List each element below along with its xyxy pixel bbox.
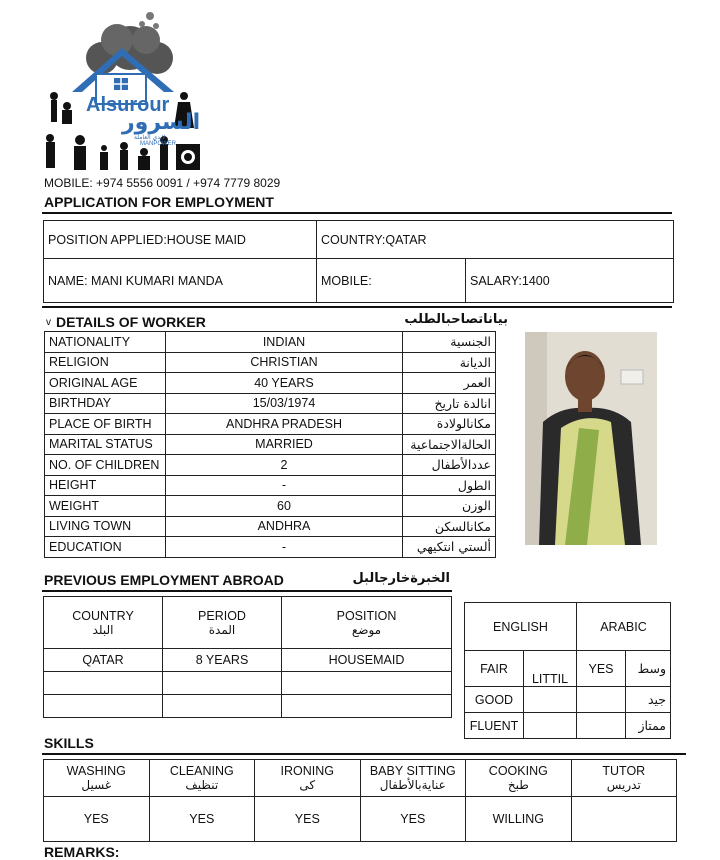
detail-label: BIRTHDAY [45,393,166,414]
skill-value: YES [149,797,255,842]
details-row [45,332,496,353]
lang-fair-label: FAIR [465,651,524,687]
previous-header-ar: البلد [92,622,114,637]
detail-label: HEIGHT [45,475,166,496]
remarks-label: REMARKS: [44,844,120,860]
previous-underline [42,590,452,592]
previous-employment-title-arabic: الخبرةخارجالبل [352,571,450,586]
details-row [45,352,496,373]
detail-value: 60 [166,496,403,517]
previous-cell [282,672,452,695]
skill-name-arabic: عنايةبالأطفال [379,778,446,792]
previous-cell [163,672,282,695]
detail-value: 2 [166,455,403,476]
details-row [45,393,496,414]
skill-name: TUTOR [602,764,646,778]
skill-value: YES [255,797,361,842]
skill-value: YES [44,797,150,842]
skill-header-cell [466,760,572,797]
skills-title: SKILLS [44,735,94,751]
detail-label-arabic: انالدة تاريخ [403,393,496,414]
applicant-photo [525,332,657,545]
lang-english-header: ENGLISH [465,603,577,651]
lang-fluent-label: FLUENT [465,713,524,739]
detail-label-arabic: العمر [403,373,496,394]
worker-details-table [44,331,496,558]
previous-row [44,672,452,695]
skill-name: IRONING [280,764,335,778]
photo-graphic [525,332,657,545]
previous-header-cell [44,597,163,649]
applicant-mobile: MOBILE: [317,259,466,303]
detail-value: 15/03/1974 [166,393,403,414]
details-row [45,373,496,394]
skill-header-cell [255,760,361,797]
detail-label: NO. OF CHILDREN [45,455,166,476]
previous-header-row [44,597,452,649]
details-row [45,475,496,496]
skills-value-row [44,797,677,842]
page-title: APPLICATION FOR EMPLOYMENT [44,194,274,210]
skills-header-row [44,760,677,797]
lang-english-level: LITTIL [524,651,577,687]
previous-header-ar: موضع [351,622,382,637]
logo-sub-latin: MANPOWER [140,141,176,147]
company-mobile: MOBILE: +974 5556 0091 / +974 7779 8029 [44,176,281,190]
skill-name: WASHING [66,764,126,778]
skill-value: YES [360,797,466,842]
lang-arabic-header: ARABIC [577,603,671,651]
skill-name-arabic: کی [299,778,316,792]
details-row [45,455,496,476]
detail-label-arabic: الطول [403,475,496,496]
details-row [45,496,496,517]
applied-country: COUNTRY:QATAR [317,221,674,259]
detail-value: - [166,537,403,558]
detail-label: RELIGION [45,352,166,373]
skill-name: COOKING [488,764,548,778]
skill-name: CLEANING [169,764,234,778]
previous-cell: HOUSEMAID [282,649,452,672]
detail-value: INDIAN [166,332,403,353]
previous-cell [282,695,452,718]
previous-cell [44,672,163,695]
lang-arabic-level: YES [577,651,626,687]
detail-label: ORIGINAL AGE [45,373,166,394]
previous-header-cell [282,597,452,649]
language-table [464,602,671,739]
application-info-table [43,220,674,303]
details-marker: v [46,317,51,328]
info-table-underline [42,306,672,308]
previous-header-en: COUNTRY [72,608,134,623]
logo-sub-arabic: لايدي العاملة [134,134,166,141]
lang-good-label: GOOD [465,687,524,713]
detail-value: ANDHRA PRADESH [166,414,403,435]
detail-label-arabic: الوزن [403,496,496,517]
skill-header-cell [149,760,255,797]
applicant-name: NAME: MANI KUMARI MANDA [44,259,317,303]
skill-header-cell [360,760,466,797]
skill-header-cell [44,760,150,797]
details-row [45,414,496,435]
detail-label: WEIGHT [45,496,166,517]
details-row [45,516,496,537]
detail-label-arabic: الحالةالاجتماعية [403,434,496,455]
detail-label: MARITAL STATUS [45,434,166,455]
previous-employment-table [43,596,452,718]
detail-value: - [166,475,403,496]
detail-label: LIVING TOWN [45,516,166,537]
skill-name-arabic: غسيل [81,778,112,792]
title-underline [42,212,672,214]
details-title: DETAILS OF WORKER [56,314,206,330]
skill-name: BABY SITTING [369,764,456,778]
detail-label-arabic: عددالأطفال [403,455,496,476]
skill-value: WILLING [466,797,572,842]
previous-cell [163,695,282,718]
detail-label-arabic: الجنسية [403,332,496,353]
previous-header-ar: المدة [208,622,236,637]
position-applied: POSITION APPLIED:HOUSE MAID [44,221,317,259]
expected-salary: SALARY:1400 [466,259,674,303]
detail-label-arabic: ألستي انتكيهي [403,537,496,558]
skill-name-arabic: تدريس [606,778,641,792]
details-title-arabic: بياناتصاحبالطلب [404,312,508,327]
detail-value: MARRIED [166,434,403,455]
lang-good-arabic: جيد [626,687,671,713]
detail-label-arabic: مكانالولادة [403,414,496,435]
detail-label: PLACE OF BIRTH [45,414,166,435]
previous-header-en: PERIOD [198,608,246,623]
company-logo [42,10,217,178]
lang-fair-arabic: وسط [626,651,671,687]
detail-value: CHRISTIAN [166,352,403,373]
skill-header-cell [571,760,676,797]
previous-row [44,649,452,672]
detail-label: NATIONALITY [45,332,166,353]
previous-employment-title: PREVIOUS EMPLOYMENT ABROAD [44,572,284,588]
skill-name-arabic: طبخ [507,778,529,792]
lang-fluent-arabic: ممتاز [626,713,671,739]
detail-label-arabic: الديانة [403,352,496,373]
previous-cell: QATAR [44,649,163,672]
skills-underline [42,753,686,755]
details-row [45,434,496,455]
previous-row [44,695,452,718]
detail-value: ANDHRA [166,516,403,537]
detail-value: 40 YEARS [166,373,403,394]
previous-header-cell [163,597,282,649]
detail-label: EDUCATION [45,537,166,558]
skill-value [571,797,676,842]
skills-table [43,759,677,842]
previous-cell: 8 YEARS [163,649,282,672]
previous-cell [44,695,163,718]
skill-name-arabic: تنظيف [185,778,219,792]
detail-label-arabic: مكانالسكن [403,516,496,537]
logo-arabic-text: السرور [122,110,201,135]
logo-latin-text: Alsurour [86,94,170,116]
previous-header-en: POSITION [336,608,397,623]
details-row [45,537,496,558]
